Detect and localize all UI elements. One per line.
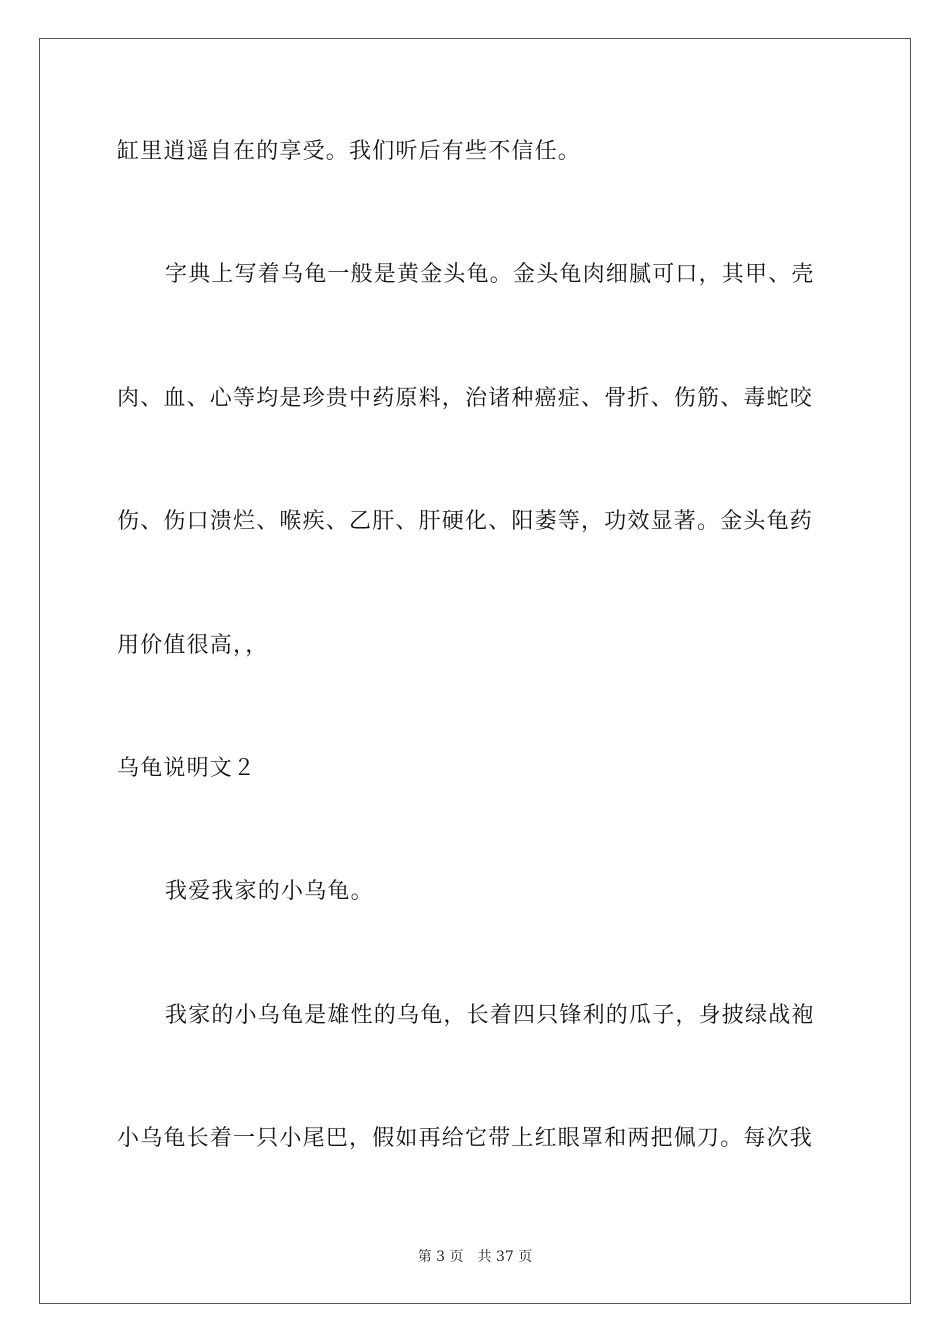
paragraph-line: 小乌龟长着一只小尾巴，假如再给它带上红眼罩和两把佩刀。每次我 [117, 1126, 814, 1151]
page-number: 第 3 页 [417, 1249, 464, 1265]
paragraph-line: 我家的小乌龟是雄性的乌龟，长着四只锋利的瓜子，身披绿战袍 [165, 1003, 815, 1028]
paragraph-line: 缸里逍遥自在的享受。我们听后有些不信任。 [117, 139, 582, 164]
paragraph-line: 用价值很高，， [117, 633, 269, 658]
total-pages: 共 37 页 [477, 1249, 533, 1265]
paragraph-line: 我爱我家的小乌龟。 [165, 879, 374, 904]
page-frame [39, 38, 911, 1304]
paragraph-line: 肉、血、心等均是珍贵中药原料，治诸种癌症、骨折、伤筋、毒蛇咬 [117, 386, 814, 411]
paragraph-line: 伤、伤口溃烂、喉疾、乙肝、肝硬化、阳萎等，功效显著。金头龟药 [117, 509, 814, 534]
section-heading: 乌龟说明文２ [117, 756, 257, 781]
page-footer [0, 1248, 950, 1266]
paragraph-line: 字典上写着乌龟一般是黄金头龟。金头龟肉细腻可口，其甲、壳 [165, 262, 815, 287]
